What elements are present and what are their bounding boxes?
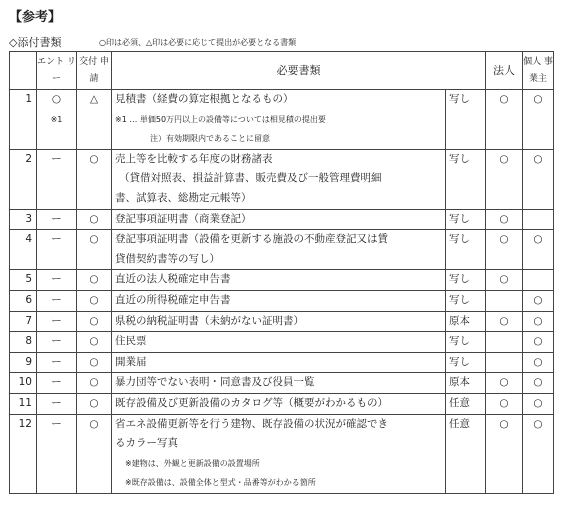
row-number: 5 (10, 270, 37, 291)
individual-mark: ○ (523, 230, 554, 270)
row-number: 12 (10, 414, 37, 493)
koufu-mark: △ (77, 90, 112, 150)
document-name: 暴力団等でない表明・同意書及び役員一覧 (112, 373, 446, 394)
legend-note: ○印は必須、△印は必要に応じて提出が必要となる書類 (98, 38, 297, 47)
document-note: 注）有効期限内であることに留意 (150, 134, 270, 144)
document-cell (112, 230, 446, 270)
entry-mark: ー (37, 149, 77, 209)
koufu-mark: ○ (77, 270, 112, 291)
individual-mark: ○ (523, 311, 554, 332)
page-heading: 【参考】 (9, 10, 62, 25)
corporation-mark: ○ (486, 311, 523, 332)
table-row (10, 414, 554, 493)
table-row (10, 311, 554, 332)
document-note: ※既存設備は、設備全体と型式・品番等がわかる箇所 (125, 478, 316, 488)
document-name: 省エネ設備更新等を行う建物、既存設備の状況が確認でき (115, 417, 388, 430)
document-cell (112, 90, 446, 150)
corporation-mark: ○ (486, 393, 523, 414)
individual-mark: ○ (523, 393, 554, 414)
document-name: 登記事項証明書（商業登記） (112, 209, 446, 230)
document-name: 既存設備及び更新設備のカタログ等（概要がわかるもの） (112, 393, 446, 414)
row-number: 4 (10, 230, 37, 270)
table-row (10, 230, 554, 270)
document-name-cont: （貸借対照表、損益計算書、販売費及び一般管理費明細 (119, 172, 382, 185)
koufu-mark: ○ (77, 393, 112, 414)
entry-mark: ー (37, 290, 77, 311)
entry-mark: ー (37, 414, 77, 493)
entry-mark: ○ (51, 93, 62, 105)
table-row (10, 270, 554, 291)
document-type: 任意 (446, 393, 486, 414)
required-documents-table (9, 51, 554, 494)
corporation-mark: ○ (486, 373, 523, 394)
row-number: 11 (10, 393, 37, 414)
table-row (10, 352, 554, 373)
document-cell (112, 149, 446, 209)
document-name: 県税の納税証明書（未納がない証明書） (112, 311, 446, 332)
koufu-mark: ○ (77, 373, 112, 394)
document-note: ※1 … 単価50万円以上の設備等については相見積の提出要 (115, 114, 326, 124)
entry-mark: ー (37, 373, 77, 394)
attachments-subheading (9, 34, 296, 50)
document-name: 直近の法人税確定申告書 (112, 270, 446, 291)
row-number: 2 (10, 149, 37, 209)
koufu-mark: ○ (77, 209, 112, 230)
entry-mark: ー (37, 209, 77, 230)
table-row (10, 332, 554, 353)
row-number: 10 (10, 373, 37, 394)
document-name-cont: るカラー写真 (115, 437, 178, 450)
header-koufu: 交付 申請 (77, 52, 112, 90)
header-number (10, 52, 37, 90)
row-number: 6 (10, 290, 37, 311)
document-type: 写し (446, 90, 486, 150)
entry-mark: ー (37, 270, 77, 291)
row-number: 3 (10, 209, 37, 230)
individual-mark: ○ (523, 149, 554, 209)
document-type: 写し (446, 290, 486, 311)
individual-mark (523, 209, 554, 230)
koufu-mark: ○ (77, 311, 112, 332)
koufu-mark: ○ (77, 290, 112, 311)
individual-mark: ○ (523, 90, 554, 150)
header-entry: エント リー (37, 52, 77, 90)
corporation-mark: ○ (486, 270, 523, 291)
koufu-mark: ○ (77, 230, 112, 270)
individual-mark: ○ (523, 352, 554, 373)
corporation-mark: ○ (486, 209, 523, 230)
individual-mark: ○ (523, 290, 554, 311)
document-name: 開業届 (112, 352, 446, 373)
entry-mark: ー (37, 230, 77, 270)
koufu-mark: ○ (77, 149, 112, 209)
individual-mark: ○ (523, 332, 554, 353)
document-type: 写し (446, 230, 486, 270)
document-type: 任意 (446, 414, 486, 493)
document-type: 写し (446, 209, 486, 230)
entry-mark: ー (37, 311, 77, 332)
document-name: 売上等を比較する年度の財務諸表 (115, 152, 273, 165)
document-type: 写し (446, 332, 486, 353)
corporation-mark: ○ (486, 149, 523, 209)
koufu-mark: ○ (77, 332, 112, 353)
document-name: 登記事項証明書（設備を更新する施設の不動産登記又は賃 (115, 233, 388, 246)
row-number: 9 (10, 352, 37, 373)
table-row (10, 90, 554, 150)
corporation-mark: ○ (486, 414, 523, 493)
table-row (10, 209, 554, 230)
document-type: 写し (446, 270, 486, 291)
entry-mark: ー (37, 393, 77, 414)
individual-mark: ○ (523, 414, 554, 493)
koufu-mark: ○ (77, 414, 112, 493)
entry-mark: ー (37, 352, 77, 373)
document-name: 見積書（経費の算定根拠となるもの） (115, 93, 294, 105)
individual-mark: ○ (523, 373, 554, 394)
row-number: 7 (10, 311, 37, 332)
document-cell (112, 414, 446, 493)
entry-mark: ー (37, 332, 77, 353)
corporation-mark: ○ (486, 230, 523, 270)
individual-mark (523, 270, 554, 291)
entry-note: ※1 (50, 114, 63, 124)
header-corporation: 法人 (486, 52, 523, 90)
attachments-label: ◇添付書類 (9, 36, 62, 49)
document-name-cont: 貸借契約書等の写し） (115, 252, 220, 265)
corporation-mark (486, 332, 523, 353)
document-name-cont: 書、試算表、総勘定元帳等） (115, 191, 252, 204)
koufu-mark: ○ (77, 352, 112, 373)
table-row (10, 393, 554, 414)
corporation-mark: ○ (486, 90, 523, 150)
header-individual: 個人 事業主 (523, 52, 554, 90)
document-type: 写し (446, 352, 486, 373)
entry-cell (37, 90, 77, 150)
table-row (10, 373, 554, 394)
table-row (10, 149, 554, 209)
document-name: 直近の所得税確定申告書 (112, 290, 446, 311)
document-type: 原本 (446, 373, 486, 394)
row-number: 1 (10, 90, 37, 150)
header-documents: 必要書類 (112, 52, 486, 90)
corporation-mark (486, 352, 523, 373)
document-note: ※建物は、外観と更新設備の設置場所 (125, 458, 260, 468)
document-name: 住民票 (112, 332, 446, 353)
table-row (10, 290, 554, 311)
corporation-mark (486, 290, 523, 311)
row-number: 8 (10, 332, 37, 353)
document-type: 原本 (446, 311, 486, 332)
document-type: 写し (446, 149, 486, 209)
